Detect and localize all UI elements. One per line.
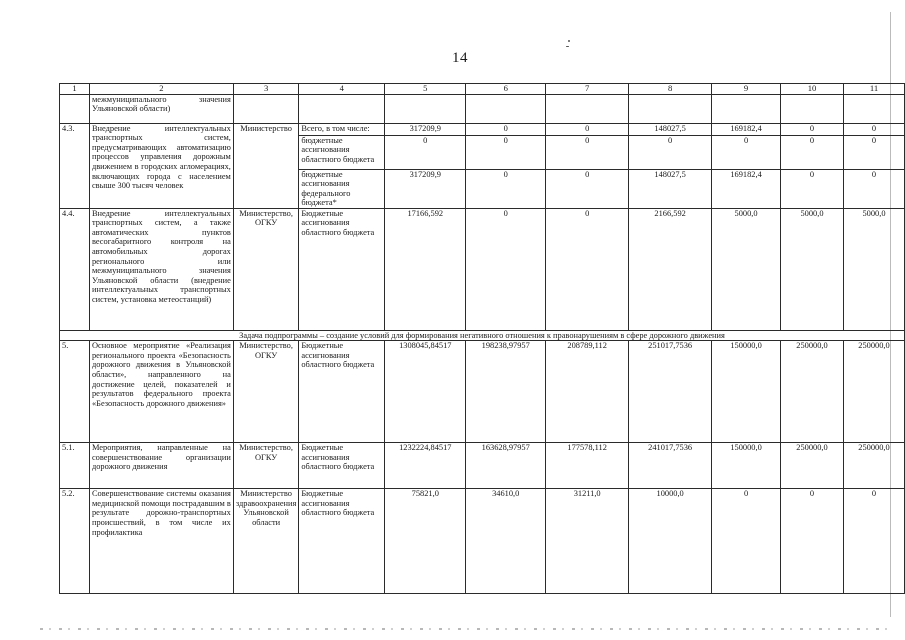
measure-name: Основное мероприятие «Реализация регионального проекта «Безопасность дорожного движения в Ульяновской области», направленного на достижение целей, показателей и результатов федерального проекта «Безопасность дорожного движения» [89,341,233,443]
column-header: 4 [299,84,385,95]
amount-cell [843,94,904,123]
amount-cell [712,341,781,443]
amount-value: 0 [809,123,815,133]
header-row [60,84,905,95]
amount-cell [385,208,466,330]
amount-cell [629,208,712,330]
amount-cell [466,489,546,594]
amount-value: 0 [844,135,904,169]
executor [233,94,299,123]
amount-value: 31211,0 [573,489,601,499]
amount-value: 317209,9 [385,169,465,208]
executor: Министерство здравоохранения Ульяновской области [233,489,299,594]
amount-value: 148027,5 [654,123,686,133]
amount-cell [712,123,781,208]
amount-cell [546,123,629,208]
amount-cell [781,341,844,443]
amount-cell [546,341,629,443]
amount-cell [843,443,904,489]
amount-value: 0 [781,169,843,208]
funding-source-cell [299,443,385,489]
amount-cell [629,94,712,123]
measure-name: Внедрение интеллектуальных транспортных систем, а также автоматических пунктов весогабаритного контроля на автомобильных дорогах регионального или межмуниципального значения Ульяновской области (внедрение интеллектуальных транспортных систем, установка метеостанций) [89,208,233,330]
executor: Министерство, ОГКУ [233,341,299,443]
amount-cell [629,489,712,594]
amount-value: 250000,0 [858,443,890,453]
amount-value: 177578,112 [567,443,607,453]
funding-source-cell [299,341,385,443]
amount-value: 150000,0 [730,341,762,351]
amount-cell [712,443,781,489]
amount-value: 5000,0 [800,208,824,218]
amount-value: 169182,4 [730,123,762,133]
measure-name: Внедрение интеллектуальных транспортных систем, предусматривающих автоматизацию процессов управления дорожным движением в городских агломерациях, включающих города с населением свыше 300 тысяч человек [89,123,233,208]
executor: Министерство [233,123,299,208]
funding-source: Всего, в том числе: [301,123,370,133]
row-number: 4.4. [60,208,90,330]
amount-value: 0 [546,169,628,208]
amount-cell [466,341,546,443]
amount-value: 0 [809,489,815,499]
amount-cell [385,489,466,594]
row-number: 5.1. [60,443,90,489]
amount-value: 208789,112 [567,341,607,351]
amount-value: 17166,592 [407,208,444,218]
row-number: 4.3. [60,123,90,208]
amount-value: 163628,97957 [481,443,530,453]
budget-table [59,83,905,594]
amount-value: 0 [629,135,711,169]
funding-source: Бюджетные ассигнования областного бюджета [301,341,375,370]
amount-value: 0 [781,135,843,169]
column-header: 6 [466,84,546,95]
amount-value: 169182,4 [712,169,780,208]
amount-cell [781,123,844,208]
measure-name: Мероприятия, направленные на совершенствование организации дорожного движения [89,443,233,489]
table-row [60,123,905,208]
amount-value [712,95,780,123]
column-header: 11 [843,84,904,95]
funding-source: Бюджетные ассигнования областного бюджета [301,489,375,518]
column-header: 3 [233,84,299,95]
column-header: 2 [89,84,233,95]
amount-cell [712,94,781,123]
amount-value [466,95,545,123]
funding-source-cell [299,123,385,208]
scan-artifact [40,628,890,630]
amount-cell [546,489,629,594]
amount-cell [843,489,904,594]
column-header: 10 [781,84,844,95]
amount-cell [385,123,466,208]
amount-value: 2166,592 [654,208,686,218]
amount-cell [712,489,781,594]
task-row [60,330,905,341]
funding-source: бюджетные ассигнования федерального бюджета* [299,169,384,208]
amount-value: 0 [743,489,749,499]
amount-cell [385,443,466,489]
amount-cell [712,208,781,330]
amount-cell [466,94,546,123]
table-row [60,94,905,123]
amount-value: 0 [503,208,508,218]
amount-value: 148027,5 [629,169,711,208]
amount-value: 198238,97957 [481,341,530,351]
funding-source: Бюджетные ассигнования областного бюджета [301,443,375,472]
column-header: 9 [712,84,781,95]
column-header: 7 [546,84,629,95]
amount-cell [781,94,844,123]
amount-cell [466,443,546,489]
amount-cell [843,341,904,443]
amount-cell [629,341,712,443]
amount-value: 0 [871,489,877,499]
amount-value: 1308045,84517 [399,341,452,351]
amount-value: 0 [503,123,508,133]
task-text: Задача подпрограммы – создание условий для формирования негативного отношения к правонарушениям в сфере дорожного движения [60,330,905,341]
amount-value: 10000,0 [656,489,684,499]
amount-value: 241017,7536 [648,443,693,453]
amount-cell [546,208,629,330]
amount-value: 0 [385,135,465,169]
amount-value: 0 [871,123,877,133]
amount-cell [546,94,629,123]
amount-value [629,95,711,123]
funding-source-cell [299,94,385,123]
table-row [60,489,905,594]
amount-cell [781,208,844,330]
amount-cell [781,489,844,594]
amount-cell [385,341,466,443]
column-header: 1 [60,84,90,95]
amount-cell [629,123,712,208]
row-number: 5.2. [60,489,90,594]
funding-source-cell [299,208,385,330]
amount-value: 250000,0 [796,341,828,351]
scan-speck [566,46,569,47]
amount-cell [629,443,712,489]
amount-cell [466,208,546,330]
measure-name: межмуниципального значения Ульяновской области) [89,94,233,123]
column-header: 5 [385,84,466,95]
table-row [60,341,905,443]
amount-value: 34610,0 [492,489,520,499]
amount-value: 0 [466,135,545,169]
amount-cell [546,443,629,489]
funding-source: Бюджетные ассигнования областного бюджета [301,208,375,237]
column-header: 8 [629,84,712,95]
amount-cell [385,94,466,123]
row-number: 5. [60,341,90,443]
amount-value: 317209,9 [409,123,441,133]
amount-value: 250000,0 [858,341,890,351]
amount-cell [843,123,904,208]
amount-value [781,95,843,123]
row-number [60,94,90,123]
measure-name: Совершенствование системы оказания медицинской помощи пострадавшим в результате дорожно-транспортных происшествий, в том числе их профилактика [89,489,233,594]
amount-cell [466,123,546,208]
amount-value: 0 [844,169,904,208]
amount-value: 0 [712,135,780,169]
amount-value: 0 [585,208,590,218]
amount-value: 251017,7536 [648,341,693,351]
table-row [60,208,905,330]
funding-source: бюджетные ассигнования областного бюджета [299,135,384,169]
amount-value: 0 [585,123,590,133]
amount-value: 0 [546,135,628,169]
executor: Министерство, ОГКУ [233,208,299,330]
amount-value: 1232224,84517 [399,443,452,453]
funding-source-cell [299,489,385,594]
amount-value: 150000,0 [730,443,762,453]
amount-value: 5000,0 [734,208,758,218]
amount-cell [843,208,904,330]
amount-value [546,95,628,123]
amount-value: 5000,0 [862,208,886,218]
page-number: 14 [452,50,468,66]
amount-value: 0 [466,169,545,208]
executor: Министерство, ОГКУ [233,443,299,489]
amount-value: 250000,0 [796,443,828,453]
amount-value [844,95,904,123]
amount-value: 75821,0 [411,489,439,499]
amount-value [385,95,465,123]
amount-cell [781,443,844,489]
scan-speck [568,40,570,42]
funding-source [299,95,384,123]
table-row [60,443,905,489]
